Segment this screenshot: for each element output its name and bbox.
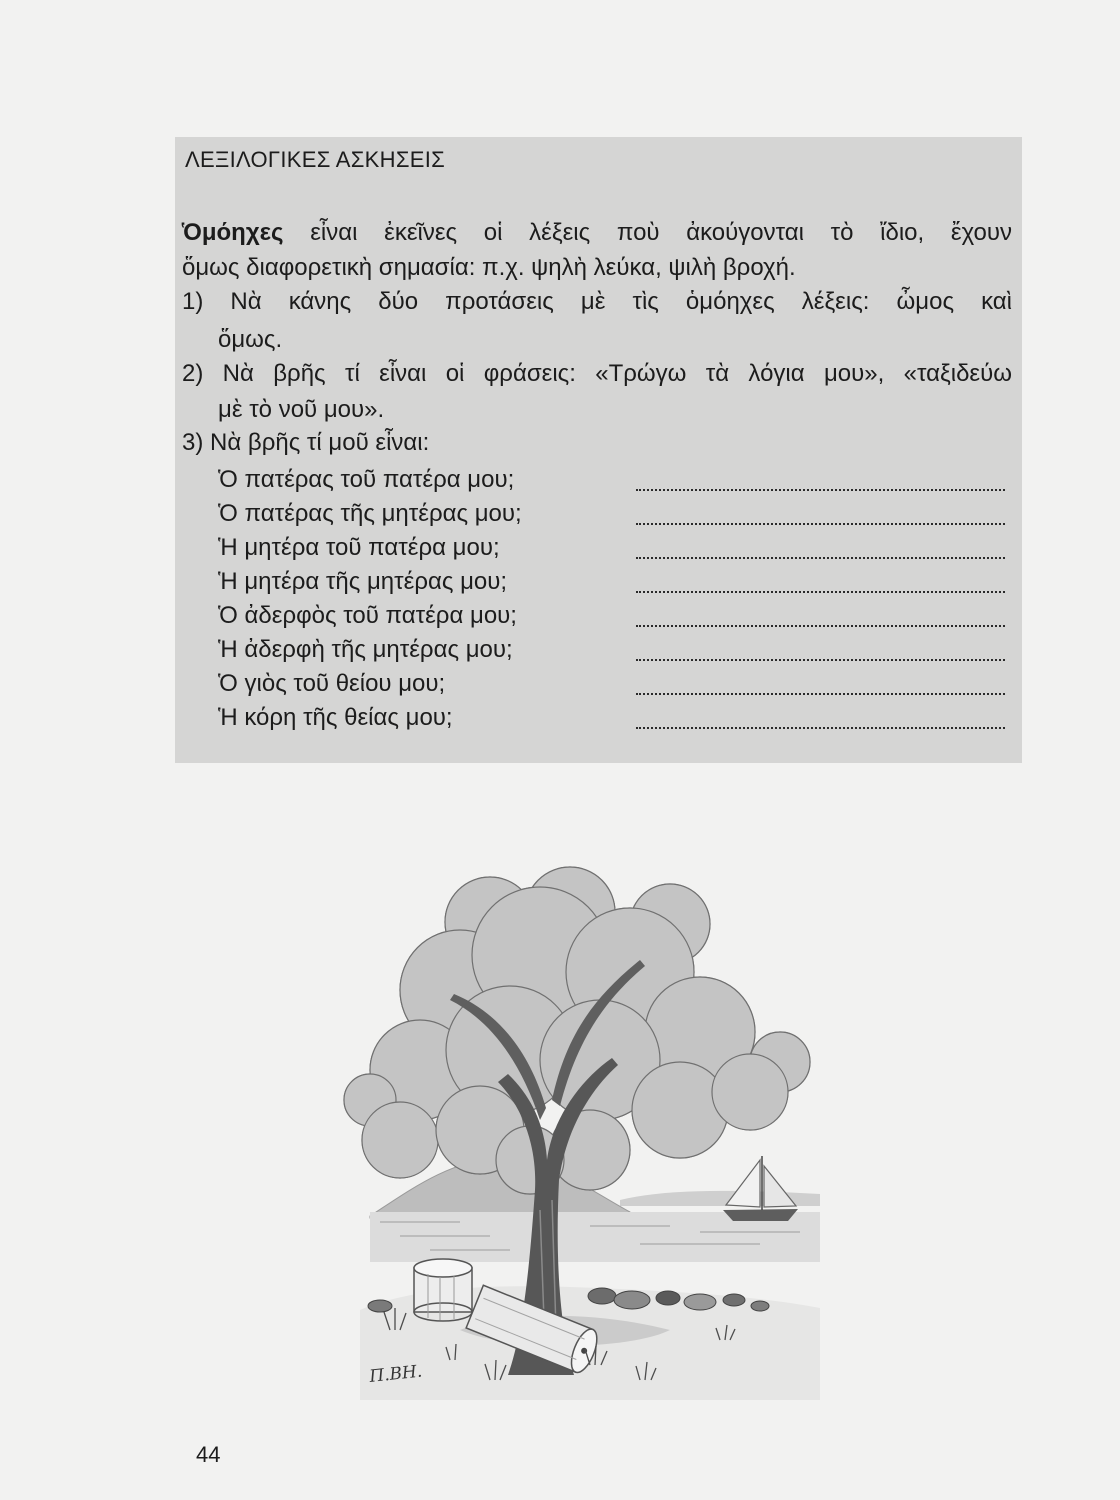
answer-dotted-line xyxy=(636,489,1005,491)
relation-row xyxy=(218,499,1005,529)
task-2-line-1: 2) Νὰ βρῆς τί εἶναι οἱ φράσεις: «Τρώγω τὰ λόγια μου», «ταξιδεύω xyxy=(182,360,1012,387)
rock xyxy=(588,1288,616,1304)
boat-hull xyxy=(723,1209,798,1221)
relation-question: Ὁ πατέρας τῆς μητέρας μου; xyxy=(218,500,522,527)
task-1-line-2: ὅμως. xyxy=(218,326,283,353)
relation-question: Ἡ κόρη τῆς θείας μου; xyxy=(218,704,453,731)
rock xyxy=(684,1294,716,1310)
artist-signature: Π.ΒΗ. xyxy=(368,1361,424,1387)
standing-column-drum xyxy=(414,1259,472,1321)
task-3-line: 3) Νὰ βρῆς τί μοῦ εἶναι: xyxy=(182,429,430,456)
exercise-heading: ΛΕΞΙΛΟΓΙΚΕΣ ΑΣΚΗΣΕΙΣ xyxy=(185,147,446,172)
definition-line-2: ὅμως διαφορετικὴ σημασία: π.χ. ψηλὴ λεύκα, ψιλὴ βροχή. xyxy=(182,254,796,281)
exercise-box xyxy=(175,137,1022,763)
boat-sail-left xyxy=(726,1160,760,1207)
answer-dotted-line xyxy=(636,625,1005,627)
rock xyxy=(656,1291,680,1305)
answer-dotted-line xyxy=(636,693,1005,695)
relation-question: Ὁ γιὸς τοῦ θείου μου; xyxy=(218,670,446,697)
answer-dotted-line xyxy=(636,591,1005,593)
answer-dotted-line xyxy=(636,523,1005,525)
answer-dotted-line xyxy=(636,727,1005,729)
task-1-line-1: 1) Νὰ κάνης δύο προτάσεις μὲ τὶς ὁμόηχες λέξεις: ὦμος καὶ xyxy=(182,288,1012,315)
foliage-texture xyxy=(344,867,810,1194)
relation-row xyxy=(218,635,1005,665)
relation-question: Ἡ μητέρα τῆς μητέρας μου; xyxy=(218,568,508,595)
answer-dotted-line xyxy=(636,659,1005,661)
relation-question: Ἡ μητέρα τοῦ πατέρα μου; xyxy=(218,534,500,561)
rock xyxy=(368,1300,392,1312)
relation-row xyxy=(218,567,1005,597)
page-number: 44 xyxy=(196,1442,221,1467)
answer-dotted-line xyxy=(636,557,1005,559)
relation-question: Ὁ πατέρας τοῦ πατέρα μου; xyxy=(218,466,515,493)
relation-row xyxy=(218,533,1005,563)
relation-row xyxy=(218,669,1005,699)
relation-question: Ἡ ἀδερφὴ τῆς μητέρας μου; xyxy=(218,636,513,663)
relation-row xyxy=(218,703,1005,733)
tree-seascape-illustration xyxy=(340,860,820,1420)
rock xyxy=(723,1294,745,1306)
definition-text: εἶναι ἐκεῖνες οἱ λέξεις ποὺ ἀκούγονται τὸ ἴδιο, ἔχουν xyxy=(283,219,1012,246)
rock xyxy=(614,1291,650,1309)
sailboat xyxy=(723,1156,798,1221)
definition-line-1 xyxy=(182,218,1012,248)
rock xyxy=(751,1301,769,1311)
definition-term: Ὁμόηχες xyxy=(182,219,284,246)
relation-row xyxy=(218,601,1005,631)
relation-question: Ὁ ἀδερφὸς τοῦ πατέρα μου; xyxy=(218,602,517,629)
task-2-line-2: μὲ τὸ νοῦ μου». xyxy=(218,396,385,423)
boat-sail-right xyxy=(764,1166,796,1207)
relation-row xyxy=(218,465,1005,495)
